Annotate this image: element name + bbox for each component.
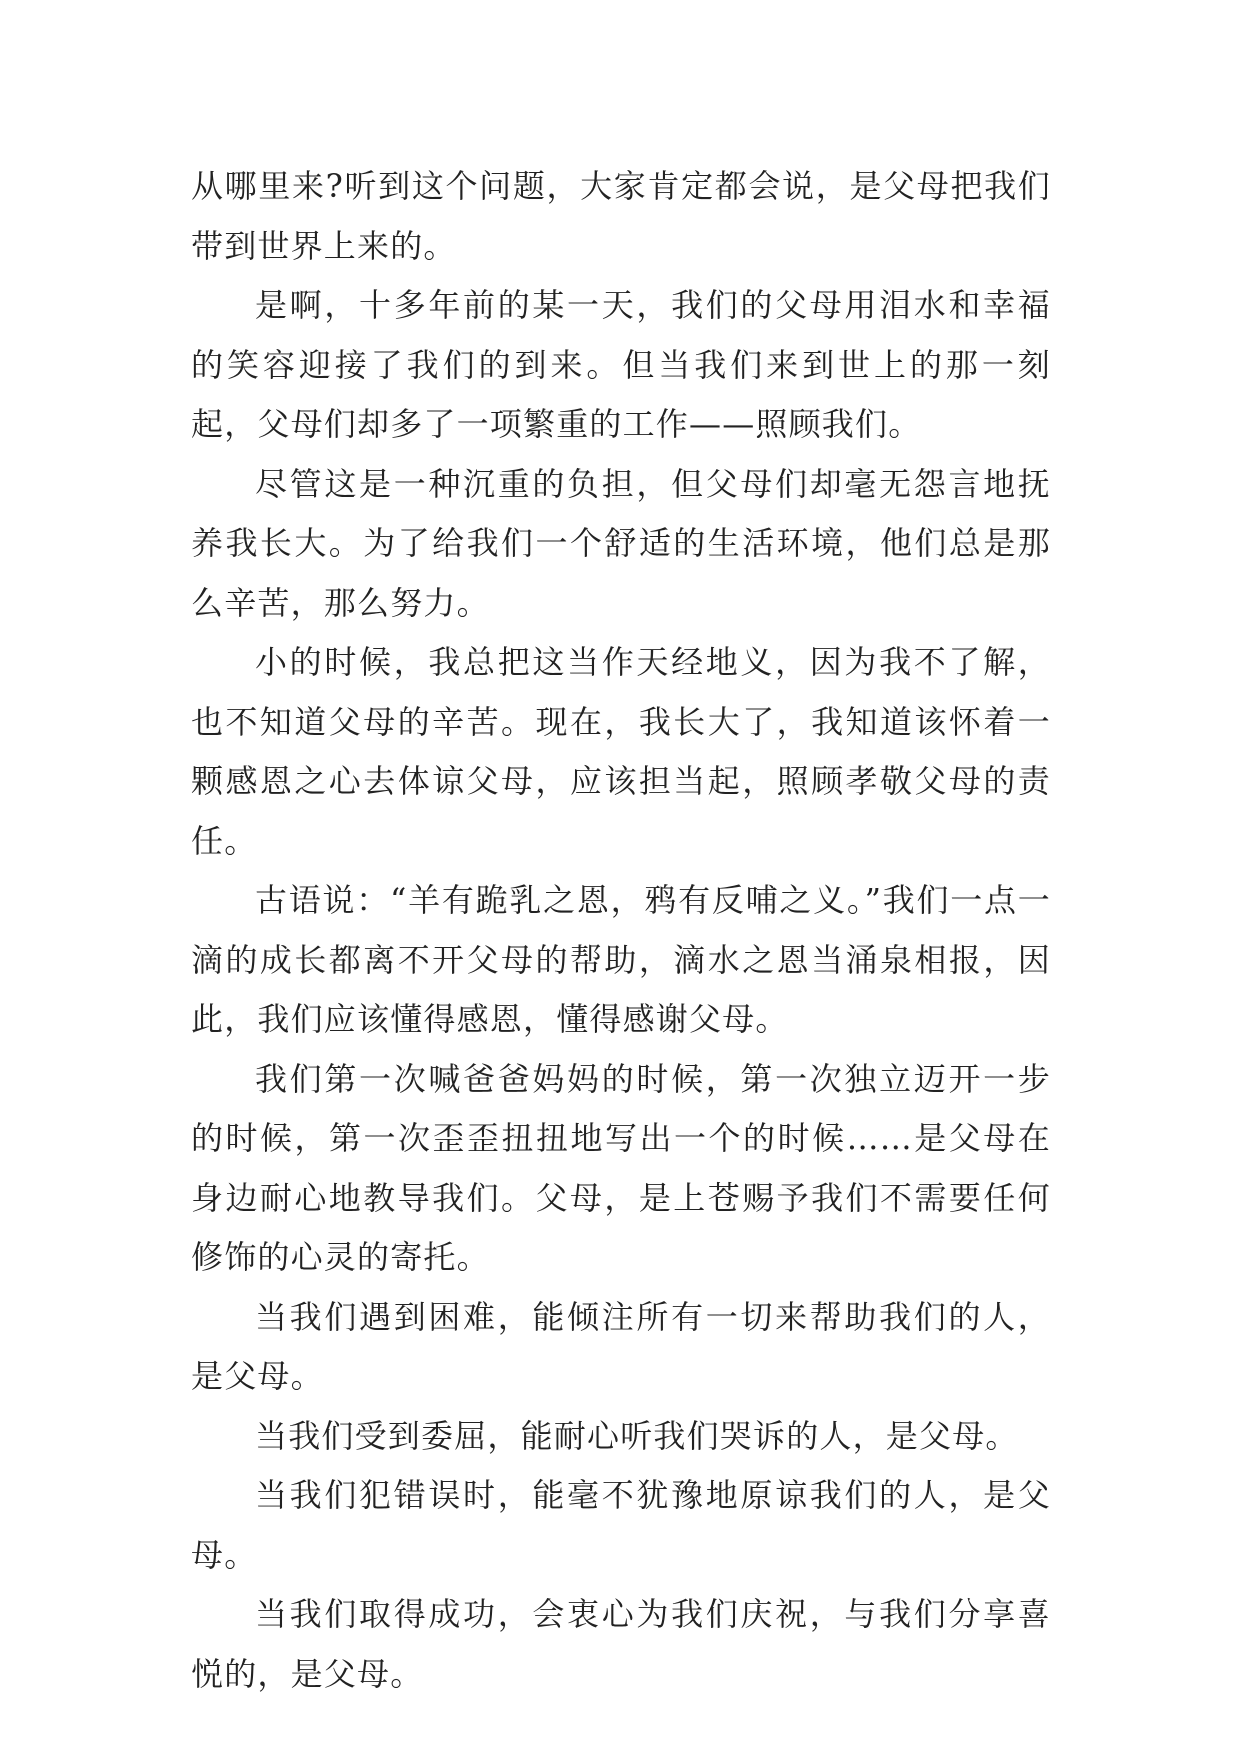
paragraph-8: 当我们受到委屈，能耐心听我们哭诉的人，是父母。 — [255, 1416, 1019, 1455]
paragraph-6: 我们第一次喊爸爸妈妈的时候，第一次独立迈开一步的时候，第一次歪歪扭扭地写出一个的时候……是父母在身边耐心地教导我们。父母，是上苍赐予我们不需要任何修饰的心灵的寄托。 — [191, 1059, 1051, 1276]
paragraph-2: 是啊，十多年前的某一天，我们的父母用泪水和幸福的笑容迎接了我们的到来。但当我们来到世上的那一刻起，父母们却多了一项繁重的工作——照顾我们。 — [191, 286, 1051, 443]
paragraph-9: 当我们犯错误时，能毫不犹豫地原谅我们的人，是父母。 — [191, 1476, 1051, 1574]
paragraph-1: 从哪里来?听到这个问题，大家肯定都会说，是父母把我们带到世界上来的。 — [191, 167, 1051, 265]
document-body — [191, 157, 1051, 1704]
paragraph-4: 小的时候，我总把这当作天经地义，因为我不了解，也不知道父母的辛苦。现在，我长大了，我知道该怀着一颗感恩之心去体谅父母，应该担当起，照顾孝敬父母的责任。 — [191, 643, 1051, 860]
paragraph-3: 尽管这是一种沉重的负担，但父母们却毫无怨言地抚养我长大。为了给我们一个舒适的生活环境，他们总是那么辛苦，那么努力。 — [191, 464, 1051, 622]
paragraph-10: 当我们取得成功，会衷心为我们庆祝，与我们分享喜悦的，是父母。 — [191, 1595, 1051, 1693]
paragraph-5: 古语说：“羊有跪乳之恩，鸦有反哺之义。”我们一点一滴的成长都离不开父母的帮助，滴水之恩当涌泉相报，因此，我们应该懂得感恩，懂得感谢父母。 — [191, 881, 1051, 1038]
paragraph-7: 当我们遇到困难，能倾注所有一切来帮助我们的人，是父母。 — [191, 1297, 1051, 1395]
